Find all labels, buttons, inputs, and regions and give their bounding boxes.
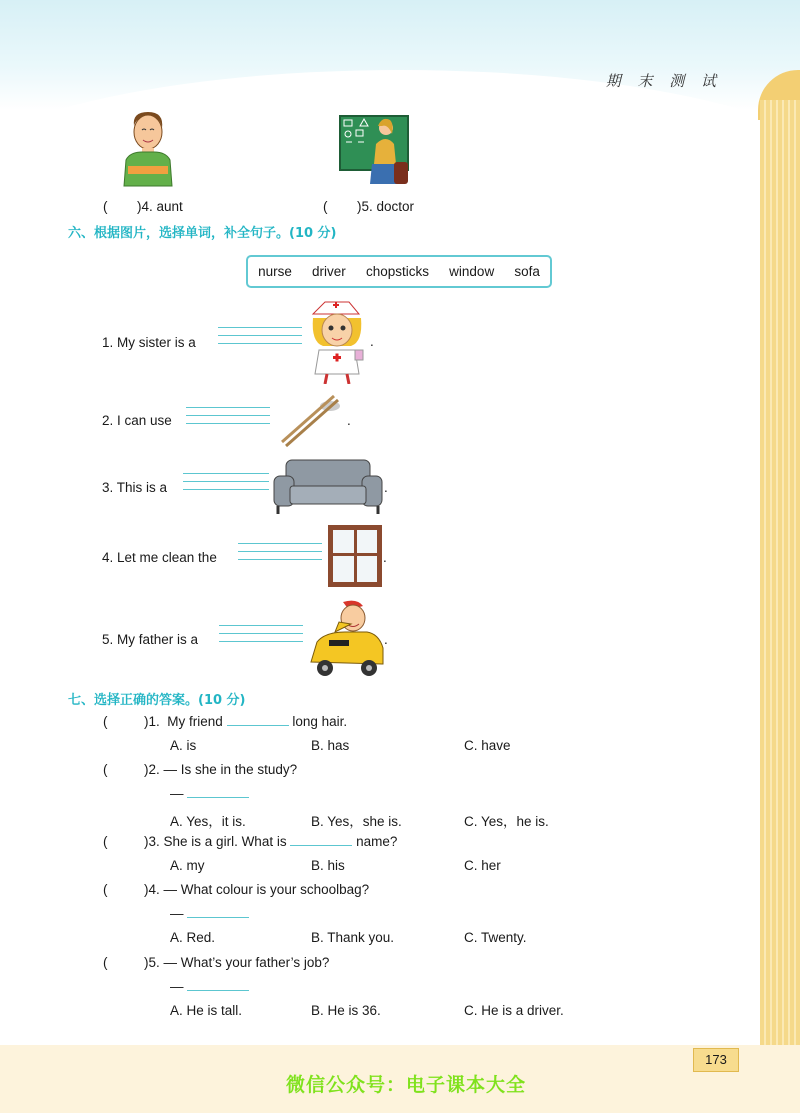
q2-paren: ( xyxy=(103,762,108,777)
page-number: 173 xyxy=(693,1048,739,1072)
q4-option-b[interactable]: B. Thank you. xyxy=(311,930,395,945)
item-4-aunt: )4. aunt xyxy=(137,199,183,214)
q3-blank[interactable] xyxy=(290,845,352,846)
word-window: window xyxy=(449,264,495,279)
q4-paren: ( xyxy=(103,882,108,897)
answer-lines-3[interactable] xyxy=(183,472,269,490)
q3-option-b[interactable]: B. his xyxy=(311,858,345,873)
sentence-3: 3. This is a xyxy=(102,480,168,495)
q2-option-a[interactable]: A. Yes，it is. xyxy=(170,814,246,829)
q1-question: )1. My friend long hair. xyxy=(144,714,348,729)
q1-option-c[interactable]: C. have xyxy=(464,738,511,753)
q5-question: )5. — What’s your father’s job? xyxy=(144,955,330,970)
word-nurse: nurse xyxy=(258,264,292,279)
word-driver: driver xyxy=(312,264,346,279)
word-sofa: sofa xyxy=(514,264,540,279)
teacher-picture xyxy=(338,114,414,191)
q5-option-a[interactable]: A. He is tall. xyxy=(170,1003,243,1018)
item-5-paren: ( xyxy=(323,199,328,214)
sentence-2-end: . xyxy=(347,413,351,428)
window-picture xyxy=(326,523,384,594)
nurse-picture xyxy=(305,298,371,389)
section-6-title: 六、根据图片，选择单词，补全句子。(10 分) xyxy=(68,226,337,241)
q2-blank[interactable] xyxy=(187,797,249,798)
q5-answer-line: — xyxy=(170,979,249,994)
answer-lines-5[interactable] xyxy=(219,624,303,642)
q3-option-c[interactable]: C. her xyxy=(464,858,501,873)
q1-blank[interactable] xyxy=(227,725,289,726)
answer-lines-2[interactable] xyxy=(186,406,270,424)
q4-option-c[interactable]: C. Twenty. xyxy=(464,930,527,945)
sentence-4: 4. Let me clean the xyxy=(102,550,217,565)
page-header-title: 期 末 测 试 xyxy=(605,72,722,90)
q2-answer-line: — xyxy=(170,786,249,801)
sentence-1-end: . xyxy=(370,334,374,349)
q2-option-b[interactable]: B. Yes，she is. xyxy=(311,814,402,829)
q3-option-a[interactable]: A. my xyxy=(170,858,205,873)
q1-option-a[interactable]: A. is xyxy=(170,738,197,753)
page-edge xyxy=(760,100,800,1113)
sofa-picture xyxy=(272,456,384,523)
sentence-4-end: . xyxy=(383,550,387,565)
q1-paren: ( xyxy=(103,714,108,729)
item-5-doctor: )5. doctor xyxy=(357,199,415,214)
q5-option-c[interactable]: C. He is a driver. xyxy=(464,1003,564,1018)
section-7-title: 七、选择正确的答案。(10 分) xyxy=(68,693,246,708)
word-chopsticks: chopsticks xyxy=(365,264,429,279)
q2-option-c[interactable]: C. Yes，he is. xyxy=(464,814,549,829)
taxi-driver-picture xyxy=(305,598,385,687)
q4-blank[interactable] xyxy=(187,917,249,918)
q5-blank[interactable] xyxy=(187,990,249,991)
q2-question: )2. — Is she in the study? xyxy=(144,762,298,777)
word-bank xyxy=(246,255,552,288)
chopsticks-picture xyxy=(278,392,344,453)
q3-question: )3. She is a girl. What is name? xyxy=(144,834,398,849)
q4-question: )4. — What colour is your schoolbag? xyxy=(144,882,370,897)
sentence-5-end: . xyxy=(384,632,388,647)
item-4-paren: ( xyxy=(103,199,108,214)
q3-paren: ( xyxy=(103,834,108,849)
answer-lines-1[interactable] xyxy=(218,326,302,344)
q1-option-b[interactable]: B. has xyxy=(311,738,350,753)
sentence-1: 1. My sister is a xyxy=(102,335,196,350)
sentence-2: 2. I can use xyxy=(102,413,172,428)
sentence-3-end: . xyxy=(384,480,388,495)
sentence-5: 5. My father is a xyxy=(102,632,199,647)
answer-lines-4[interactable] xyxy=(238,542,322,560)
watermark: 微信公众号：电子课本大全 xyxy=(286,1074,527,1096)
q4-option-a[interactable]: A. Red. xyxy=(170,930,216,945)
q4-answer-line: — xyxy=(170,906,249,921)
q5-paren: ( xyxy=(103,955,108,970)
boy-picture xyxy=(118,108,178,193)
q5-option-b[interactable]: B. He is 36. xyxy=(311,1003,381,1018)
